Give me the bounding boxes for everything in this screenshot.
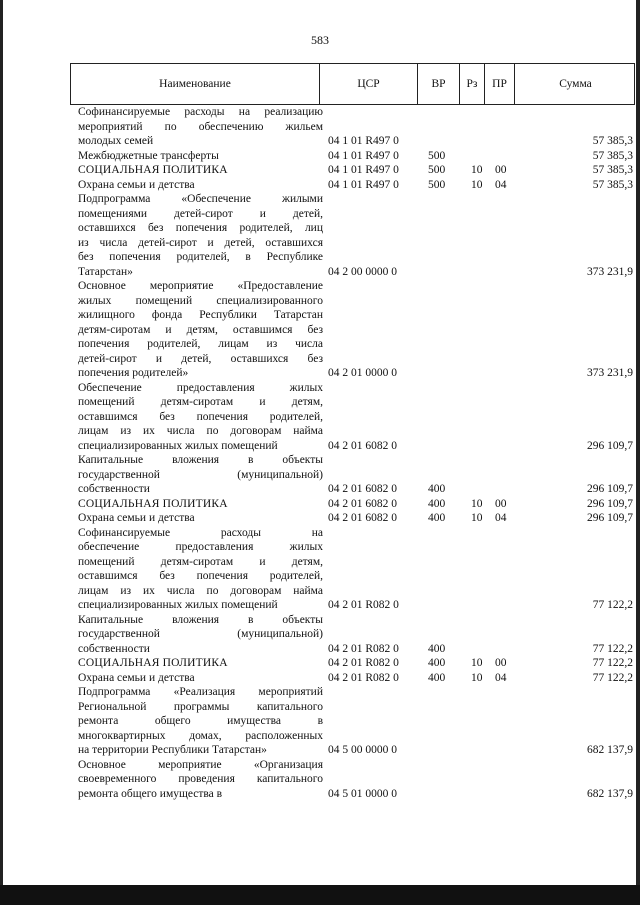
row-sum: 57 385,3: [592, 135, 633, 147]
row-sum: 77 122,2: [592, 671, 633, 684]
row-name-line: Региональной программы капитального: [78, 700, 323, 713]
row-name-line: Основное мероприятие «Предоставление: [78, 280, 323, 292]
row-csr: 04 5 00 0000 0: [328, 744, 397, 756]
row-pr: 04: [495, 512, 507, 524]
row-vr: 400: [428, 483, 446, 495]
row-pr: 00: [495, 164, 507, 176]
row-csr: 04 2 01 R082 0: [328, 599, 399, 611]
row-name-line: Охрана семьи и детства: [78, 671, 195, 684]
row-name-line: собственности: [78, 642, 150, 655]
row-rz: 10: [471, 497, 483, 510]
table-row: [70, 613, 635, 657]
row-pr: 04: [495, 671, 507, 684]
row-sum: 296 109,7: [587, 497, 633, 510]
table-row: [70, 511, 635, 526]
row-name: [70, 656, 323, 671]
row-name: [70, 453, 323, 497]
row-sum: 77 122,2: [592, 642, 633, 655]
row-sum: 682 137,9: [587, 744, 633, 756]
row-name-line: оставшимся без попечения родителей,: [78, 410, 323, 423]
scan-bottom-border: [0, 885, 640, 905]
row-rz: 10: [471, 512, 483, 524]
row-csr: 04 1 01 R497 0: [328, 149, 399, 162]
row-name-line: многоквартирных домах, расположенных: [78, 729, 323, 742]
row-rz: 10: [471, 164, 483, 176]
row-sum: 373 231,9: [587, 265, 633, 278]
scan-left-edge: [0, 0, 3, 905]
header-rz: Рз: [459, 64, 484, 104]
table-row: [70, 163, 635, 178]
row-name-line: оставшимся без попечения родителей,: [78, 570, 323, 582]
row-name-line: Капитальные вложения в объекты: [78, 613, 323, 626]
row-csr: 04 2 01 R082 0: [328, 671, 399, 684]
row-csr: 04 5 01 0000 0: [328, 787, 397, 800]
row-name-line: помещений детям-сиротам и детям,: [78, 555, 323, 568]
budget-table: [70, 63, 635, 801]
table-row: [70, 453, 635, 497]
row-csr: 04 2 01 6082 0: [328, 497, 397, 510]
row-vr: 400: [428, 512, 446, 524]
row-vr: 400: [428, 642, 446, 655]
row-sum: 77 122,2: [592, 657, 633, 669]
table-row: [70, 497, 635, 512]
row-csr: 04 2 01 0000 0: [328, 367, 397, 379]
row-pr: 00: [495, 497, 507, 510]
row-name-line: Подпрограмма «Обеспечение жилыми: [78, 193, 323, 205]
row-sum: 296 109,7: [587, 483, 633, 495]
scan-right-edge: [636, 0, 640, 905]
row-name: [70, 381, 323, 454]
row-name-line: Подпрограмма «Реализация мероприятий: [78, 686, 323, 698]
row-name-line: лицам из их числа по договорам найма: [78, 425, 323, 437]
table-row: [70, 192, 635, 279]
row-rz: 10: [471, 671, 483, 684]
row-name-line: Софинансируемые расходы на: [78, 526, 323, 539]
row-csr: 04 1 01 R497 0: [328, 164, 399, 176]
row-name: [70, 511, 323, 526]
row-name-line: специализированных жилых помещений: [78, 439, 278, 452]
row-name: [70, 613, 323, 657]
row-name: [70, 526, 323, 613]
header-pr: ПР: [484, 64, 514, 104]
row-csr: 04 2 01 R082 0: [328, 657, 399, 669]
table-header: [70, 63, 635, 105]
row-name: [70, 163, 323, 178]
row-name-line: молодых семей: [78, 135, 154, 147]
row-name-line: из числа детей-сирот и детей, оставшихся: [78, 236, 323, 249]
row-name-line: детям-сиротам и детям, оставшимся без: [78, 323, 323, 336]
page-number: 583: [311, 33, 329, 47]
row-name-line: обеспечение предоставления жилых: [78, 541, 323, 553]
row-name-line: попечения родителей»: [78, 367, 189, 379]
row-name-line: своевременного проведения капитального: [78, 773, 323, 785]
table-row: [70, 671, 635, 686]
row-name-line: Обеспечение предоставления жилых: [78, 381, 323, 394]
table-body: [70, 105, 635, 801]
row-name-line: оставшихся без попечения родителей, лиц: [78, 222, 323, 234]
table-row: [70, 656, 635, 671]
row-name-line: попечения родителей, лицам из числа: [78, 338, 323, 350]
row-name-line: на территории Республики Татарстан»: [78, 744, 267, 756]
row-sum: 296 109,7: [587, 439, 633, 452]
table-row: [70, 526, 635, 613]
row-name-line: государственной (муниципальной): [78, 468, 323, 481]
row-name-line: ремонта общего имущества в: [78, 715, 323, 727]
row-name-line: Охрана семьи и детства: [78, 178, 195, 191]
row-csr: 04 2 01 6082 0: [328, 512, 397, 524]
row-name: [70, 497, 323, 512]
table-row: [70, 758, 635, 802]
row-sum: 57 385,3: [592, 178, 633, 191]
row-name-line: жилищного фонда Республики Татарстан: [78, 309, 323, 321]
row-sum: 682 137,9: [587, 787, 633, 800]
row-csr: 04 2 01 R082 0: [328, 642, 399, 655]
row-name-line: ремонта общего имущества в: [78, 787, 223, 800]
row-name-line: Охрана семьи и детства: [78, 512, 195, 524]
row-pr: 00: [495, 657, 507, 669]
row-sum: 57 385,3: [592, 164, 633, 176]
row-rz: 10: [471, 657, 483, 669]
row-vr: 500: [428, 178, 446, 191]
row-sum: 296 109,7: [587, 512, 633, 524]
row-vr: 500: [428, 149, 446, 162]
row-name: [70, 279, 323, 381]
header-name: Наименование: [159, 78, 231, 90]
row-vr: 500: [428, 164, 446, 176]
row-name-line: собственности: [78, 483, 150, 495]
table-row: [70, 685, 635, 758]
row-name-line: Татарстан»: [78, 265, 133, 278]
row-name: [70, 178, 323, 193]
row-csr: 04 1 01 R497 0: [328, 178, 399, 191]
row-name: [70, 192, 323, 279]
row-name-line: лицам из их числа по договорам найма: [78, 584, 323, 597]
row-sum: 373 231,9: [587, 367, 633, 379]
row-name-line: детей-сирот и детей, оставшихся без: [78, 352, 323, 365]
row-name: [70, 671, 323, 686]
row-rz: 10: [471, 178, 483, 191]
row-name-line: помещениями детей-сирот и детей,: [78, 207, 323, 220]
row-vr: 400: [428, 671, 446, 684]
row-sum: 57 385,3: [592, 149, 633, 162]
row-csr: 04 2 01 6082 0: [328, 439, 397, 452]
row-sum: 77 122,2: [592, 599, 633, 611]
table-row: [70, 381, 635, 454]
header-vr: ВР: [417, 64, 459, 104]
row-csr: 04 1 01 R497 0: [328, 135, 399, 147]
row-name-line: Капитальные вложения в объекты: [78, 454, 323, 466]
row-name-line: СОЦИАЛЬНАЯ ПОЛИТИКА: [78, 497, 228, 510]
row-name-line: Межбюджетные трансферты: [78, 149, 219, 162]
row-csr: 04 2 01 6082 0: [328, 483, 397, 495]
row-name-line: государственной (муниципальной): [78, 628, 323, 640]
row-name-line: жилых помещений специализированного: [78, 294, 323, 307]
table-row: [70, 149, 635, 164]
table-row: [70, 279, 635, 381]
header-csr: ЦСР: [319, 64, 417, 104]
row-name: [70, 758, 323, 802]
row-pr: 04: [495, 178, 507, 191]
table-row: [70, 105, 635, 149]
row-name-line: Софинансируемые расходы на реализацию: [78, 106, 323, 118]
row-name: [70, 105, 323, 149]
row-name: [70, 685, 323, 758]
row-vr: 400: [428, 657, 446, 669]
row-name-line: специализированных жилых помещений: [78, 599, 278, 611]
row-vr: 400: [428, 497, 446, 510]
row-name-line: без попечения родителей, в Республике: [78, 251, 323, 263]
row-name-line: СОЦИАЛЬНАЯ ПОЛИТИКА: [78, 164, 228, 176]
row-name: [70, 149, 323, 164]
header-sum: Сумма: [514, 64, 636, 104]
row-csr: 04 2 00 0000 0: [328, 265, 397, 278]
table-row: [70, 178, 635, 193]
row-name-line: СОЦИАЛЬНАЯ ПОЛИТИКА: [78, 657, 228, 669]
row-name-line: Основное мероприятие «Организация: [78, 758, 323, 771]
row-name-line: помещений детям-сиротам и детям,: [78, 396, 323, 408]
row-name-line: мероприятий по обеспечению жильем: [78, 120, 323, 133]
